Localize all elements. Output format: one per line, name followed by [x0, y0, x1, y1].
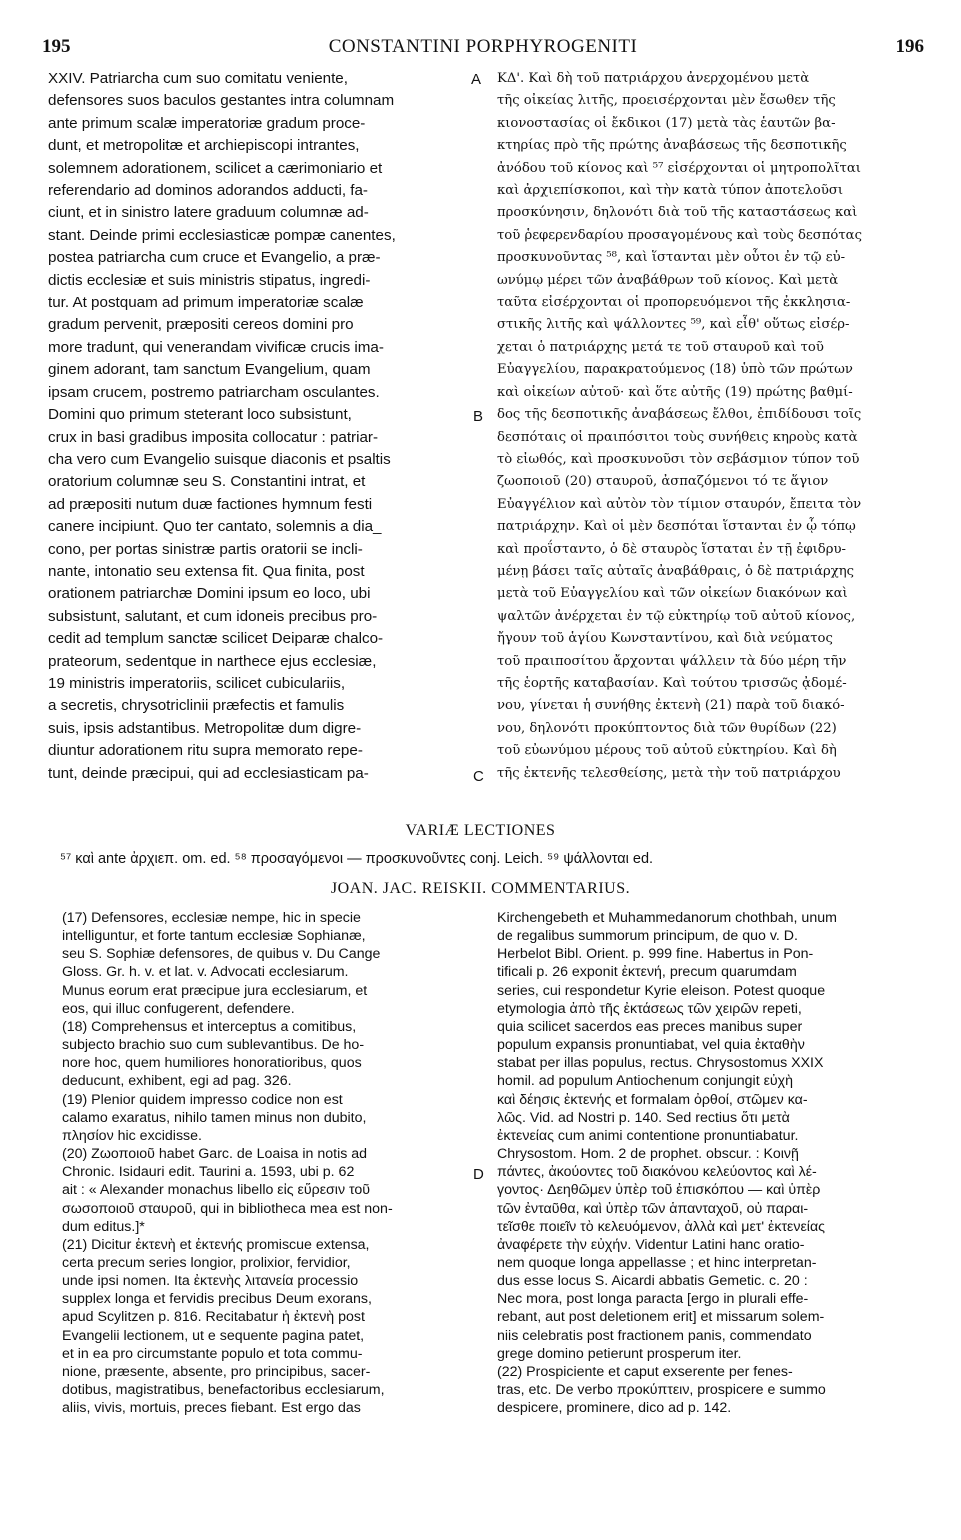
commentary-line: stabat per illas populus, rectus. Chrysostomus XXIX [497, 1055, 824, 1072]
margin-marker-b: B [473, 408, 484, 425]
greek-text-line: μένῃ βάσει ταῖς αὐταῖς ἀναβάθραις, ὁ δὲ πατριάρχης [497, 563, 855, 579]
commentary-line: πάντες, ἀκούοντες τοῦ διακόνου κελεύοντος καὶ λέ- [497, 1164, 817, 1181]
latin-text-line: prateorum, sedentque in narthece ejus ecclesiæ, [48, 652, 377, 670]
latin-text-line: subsistunt, salutant, et cum idoneis precibus pro- [48, 607, 378, 625]
greek-text-line: κιονοστασίας οἱ ἔκδικοι (17) μετὰ τὰς ἑαυτῶν βα- [497, 115, 836, 131]
latin-text-line: gradum pervenit, præpositi cereos domini pro [48, 316, 354, 334]
commentary-line: tras, etc. De verbo προκύπτειν, prospicere e summo [497, 1382, 826, 1399]
latin-text-line: defensores suos baculos gestantes intra columnam [48, 92, 395, 110]
commentary-title: JOAN. JAC. REISKII. COMMENTARIUS. [330, 880, 631, 897]
commentary-line: dotibus, magistratibus, benefactoribus ecclesiarum, [62, 1382, 385, 1399]
page-number-right: 196 [895, 36, 924, 57]
commentary-line: intelliguntur, et forte tantum ecclesiæ Sophianæ, [62, 928, 366, 945]
greek-text-line: ζωοποιοῦ (20) σταυροῦ, ἀσπαζόμενοι τό τε ἅγιον [497, 474, 829, 490]
greek-text-line: χεται ὁ πατριάρχης μετά τε τοῦ σταυροῦ καὶ τοῦ [497, 339, 824, 355]
latin-text-line: cono, per portas sinistræ partis oratorii se incli- [48, 540, 363, 558]
greek-text-line: καὶ ἀρχιεπίσκοποι, καὶ τὴν κατὰ τύπον ἀποτελοῦσι [497, 183, 844, 199]
commentary-line: πλησίον hic excidisse. [62, 1127, 202, 1144]
commentary-line: Kirchengebeth et Muhammedanorum chothbah, unum [497, 910, 837, 926]
commentary-line: Evangelii lectionem, ut e sequente pagina patet, [62, 1327, 365, 1344]
greek-text-line: ἤγουν τοῦ ἁγίου Κωνσταντίνου, καὶ διὰ νεύματος [497, 631, 833, 647]
greek-text-line: προσκυνοῦντας ⁵⁸, καὶ ἵστανται μὲν οὗτοι ἐν τῷ εὐ- [497, 250, 846, 266]
latin-text-line: XXIV. Patriarcha cum suo comitatu veniente, [48, 70, 348, 87]
greek-text-line: τοῦ πραιποσίτου ἄρχονται ψάλλειν τὰ δύο μέρη τῆν [497, 653, 847, 669]
latin-text-line: dunt, et metropolitæ et archiepiscopi intrantes, [48, 137, 360, 155]
commentary-line: λῶς. Vid. ad Nostri p. 140. Sed rectius ὅτι μετὰ [497, 1109, 790, 1126]
commentary-line: τῶν ἐνταῦθα, καὶ ὑπὲρ τῶν ἁπανταχοῦ, οὐ παραι- [497, 1200, 809, 1217]
greek-text-line: καὶ προΐσταντο, ὁ δὲ σταυρὸς ἵσταται ἐν τῇ ἐφιδρυ- [497, 541, 846, 557]
commentary-line: γοντος· Δεηθῶμεν ὑπὲρ τοῦ ἐπισκόπου — καὶ ὑπὲρ [497, 1182, 821, 1199]
latin-text-line: ciunt, et in sinistro latere graduum columnæ ad- [48, 204, 369, 222]
latin-text-column [48, 68, 466, 785]
greek-text-line: στικῆς λιτῆς καὶ ψάλλοντες ⁵⁹, καὶ εἶθ' οὕτως εἰσέρ- [497, 317, 850, 333]
commentary-line: Gloss. Gr. h. v. et lat. v. Advocati ecclesiarum. [62, 964, 349, 981]
commentary-line: et in ea pro circumstante populo et tota commu- [62, 1345, 363, 1362]
commentary-line: τεῖσθε ποιεῖν τὸ κελευόμενον, ἀλλὰ καὶ μετ' ἐκτενείας [497, 1218, 825, 1235]
commentary-line: subjecto brachio suo cum sublevantibus. De ho- [62, 1037, 365, 1054]
commentary-line: (22) Prospiciente et caput exserente per fenes- [497, 1363, 793, 1380]
commentary-line: (19) Plenior quidem impresso codice non est [62, 1091, 343, 1108]
commentary-line: grege domino petierunt prosperum iter. [497, 1345, 742, 1362]
greek-text-line: Εὐαγγέλιον καὶ αὐτὸν τὸν τίμιον σταυρόν, ἔπειτα τὸν [497, 496, 862, 512]
latin-text-line: orationem patriarchæ Domini ipsum eo loco, ubi [48, 585, 371, 603]
commentary-line: seu S. Sophiæ defensores, de quibus v. Du Cange [62, 946, 381, 963]
commentary-line: ἐκτενείας cum animi contentione pronuntiabatur. [497, 1127, 799, 1144]
commentary-line: rebant, aut post deletionem erit] et missarum solem- [497, 1309, 825, 1326]
commentary-line: Herbelot Bibl. Orient. p. 999 fine. Habertus in Pon- [497, 946, 814, 963]
greek-text-line: νου, δηλονότι προκύπτοντος διὰ τῶν θυρίδων (22) [497, 720, 837, 736]
commentary-line: (20) Ζωοποιοῦ habet Garc. de Loaisa in notis ad [62, 1146, 368, 1163]
commentary-line: series, cui respondetur Kyrie eleison. Potest quoque [497, 982, 826, 999]
latin-text-line: 19 ministris imperatoriis, scilicet cubiculariis, [48, 674, 346, 692]
greek-text-line: νου, γίνεται ἡ συνήθης ἐκτενὴ (21) παρὰ τοῦ διακό- [497, 698, 845, 714]
margin-marker-a: A [471, 71, 482, 88]
running-title: CONSTANTINI PORPHYROGENITI [328, 36, 638, 57]
latin-text-line: crux in basi gradibus imposita collocatur : patriar- [48, 428, 379, 446]
margin-marker-d: D [473, 1166, 484, 1183]
commentary-line: Chrysostom. Hom. 2 de prophet. obscur. : Κοινῇ [497, 1146, 799, 1163]
latin-text-line: ipsam crucem, postremo patriarcham osculantes. [48, 383, 380, 401]
commentary-line: nem quoque longa appellasse ; et hinc interpretan- [497, 1254, 817, 1271]
commentary-line: tificali p. 26 exponit ἐκτενή, precum quarumdam [497, 964, 797, 981]
greek-text-line: δος τῆς δεσποτικῆς ἀναβάσεως ἔλθοι, ἐπιδίδουσι τοῖς [497, 407, 862, 423]
commentary-line: καὶ δέησις ἐκτενής et formalam ὀρθοί, στῶμεν κα- [497, 1091, 808, 1108]
commentary-line: (18) Comprehensus et interceptus a comitibus, [62, 1018, 357, 1035]
latin-text-line: more tradunt, qui venerandam vivificæ crucis ima- [48, 338, 384, 356]
latin-text-line: suis, ipsis adstantibus. Metropolitæ dum digre- [48, 719, 362, 737]
commentary-line: (17) Defensores, ecclesiæ nempe, hic in specie [62, 910, 361, 926]
commentary-line: nore hoc, quem humiliores honoratioribus, quos [62, 1055, 362, 1072]
latin-text-line: diuntur adorationem ritu supra memorato repe- [48, 742, 363, 760]
greek-text-line: δεσπόταις οἱ πραιπόσιτοι τοὺς συνήθεις κηροὺς κατὰ [497, 429, 858, 445]
commentary-line: etymologia ἀπὸ τῆς ἐκτάσεως τῶν χειρῶν repeti, [497, 1000, 802, 1017]
commentary-line: certa precum series longior, prolixior, fervidior, [62, 1254, 351, 1271]
latin-text-line: ante primum scalæ imperatoriæ gradum proce- [48, 114, 366, 132]
commentary-line: Munus eorum erat præcipue jura ecclesiarum, et [62, 982, 368, 999]
commentary-line: dus esse locus S. Aicardi abbatis Gemetic. c. 20 : [497, 1273, 808, 1290]
margin-marker-c: C [473, 768, 484, 785]
commentary-line: aliis, vivis, mortuis, preces fiebant. Est ergo das [62, 1400, 361, 1417]
greek-text-line: ἀνόδου τοῦ κίονος καὶ ⁵⁷ εἰσέρχονται οἱ μητροπολῖται [497, 160, 861, 176]
latin-text-line: postea patriarcha cum cruce et Evangelio, a præ- [48, 249, 381, 267]
running-header [42, 36, 924, 66]
commentary-line: σωσοποιοῦ σταυροῦ, qui in bibliotheca mea est non- [62, 1200, 393, 1217]
greek-text-line: ΚΔ'. Καὶ δὴ τοῦ πατριάρχου ἀνερχομένου μετὰ [497, 71, 810, 86]
latin-text-line: tunt, deinde præcipui, qui ad ecclesiasticam pa- [48, 764, 369, 782]
greek-text-line: μετὰ τοῦ Εὐαγγελίου καὶ τῶν οἰκείων διακόνων καὶ [497, 586, 848, 602]
commentary-line: de regalibus summorum principum, de quo v. D. [497, 928, 798, 945]
greek-text-line: τῆς ἑορτῆς καταβασίαν. Καὶ τούτου τρισσῶς ᾀδομέ- [497, 675, 847, 691]
greek-text-line: τῆς ἐκτενῆς τελεσθείσης, μετὰ τὴν τοῦ πατριάρχου [497, 765, 841, 781]
greek-text-column [497, 68, 927, 785]
greek-text-line: τῆς οἰκείας λιτῆς, προεισέρχονται μὲν ἔσωθεν τῆς [497, 93, 836, 109]
commentary-line: Nec mora, post longa paracta [ergo in plurali effe- [497, 1291, 809, 1308]
commentary-line: (21) Dicitur ἐκτενὴ et ἐκτενής promiscue extensa, [62, 1236, 370, 1253]
commentary-line: dum editus.]* [62, 1218, 145, 1235]
commentary-line: niis celebratis post fractionem panis, commendato [497, 1327, 812, 1344]
commentary-line: populum expansis pronuntiabat, vel quia ἐκταθὴν [497, 1037, 805, 1054]
commentary-line: nione, præsente, absente, pro principibus, sacer- [62, 1363, 371, 1380]
commentary-left-column [62, 909, 482, 1417]
commentary-line: deducunt, exhibent, egi ad pag. 326. [62, 1073, 292, 1090]
greek-text-line: τοῦ εὐωνύμου μέρους τοῦ αὐτοῦ εὐκτηρίου. Καὶ δὴ [497, 743, 837, 759]
commentary-line: ait : « Alexander monachus libello εἰς εὕρεσιν τοῦ [62, 1182, 371, 1199]
commentary-line: despicere, prominere, dico ad p. 142. [497, 1400, 732, 1417]
greek-text-line: καὶ οἰκείων αὐτοῦ· καὶ ὅτε αὐτῆς (19) πρώτης βαθμί- [497, 384, 853, 400]
greek-text-line: τὸ εἰωθός, καὶ προσκυνοῦσι τὸν σεβάσμιον τύπον τοῦ [497, 451, 860, 467]
variae-lectiones-text: ⁵⁷ καὶ ante ἀρχιεπ. om. ed. ⁵⁸ προσαγόμενοι — προσκυνοῦντες conj. Leich. ⁵⁹ ψάλλονται ed. [60, 851, 654, 867]
latin-text-line: solemnem adorationem, scilicet a cærimoniario et [48, 159, 383, 177]
commentary-line: unde ipsi nomen. Ita ἐκτενὴς λιτανεία processio [62, 1273, 359, 1290]
commentary-line: apud Scylitzen p. 816. Recitabatur ἡ ἐκτενὴ post [62, 1309, 365, 1326]
greek-text-line: τοῦ ῥεφερενδαρίου προσαγομένους καὶ τοὺς δεσπότας [497, 227, 862, 243]
greek-text-line: προσκύνησιν, δηλονότι διὰ τοῦ τῆς καταστάσεως καὶ [497, 205, 858, 221]
commentary-line: quia scilicet sacerdos eas preces manibus super [497, 1018, 803, 1035]
greek-text-line: ταῦτα εἰσέρχονται οἱ προπορευόμενοι τῆς ἐκκλησια- [497, 295, 851, 311]
commentary-line: Chronic. Isidauri edit. Taurini a. 1593, ubi p. 62 [62, 1164, 355, 1181]
latin-text-line: cha vero cum Evangelio suisque diaconis et psaltis [48, 450, 391, 468]
latin-text-line: ginem adorant, tam sanctum Evangelium, quam [48, 361, 371, 379]
latin-text-line: cedit ad templum sanctæ scilicet Deiparæ chalco- [48, 630, 384, 648]
page-number-left: 195 [42, 36, 71, 57]
greek-text-line: Εὐαγγελίου, παρακρατούμενος (18) ὑπὸ τῶν πρώτων [497, 362, 853, 378]
latin-text-line: referendario ad dominos adorandos adducti, fa- [48, 182, 368, 200]
latin-text-line: tur. At postquam ad primum imperatoriæ scalæ [48, 294, 364, 312]
latin-text-line: stant. Deinde primi ecclesiasticæ pompæ canentes, [48, 226, 396, 244]
greek-text-line: ωνύμῳ μέρει τῶν ἀναβάθρων τοῦ κίονος. Καὶ μετὰ [497, 272, 839, 288]
commentary-line: ἀναφέρετε τὴν εὐχήν. Videntur Latini hanc oratio- [497, 1236, 805, 1253]
greek-text-line: πατριάρχην. Καὶ οἱ μὲν δεσπόται ἵστανται ἐν ᾧ τόπῳ [497, 519, 856, 535]
latin-text-line: nante, intonatio seu extensa fit. Qua finita, post [48, 562, 365, 580]
variae-lectiones-title: VARIÆ LECTIONES [405, 822, 556, 839]
latin-text-line: canere incipiunt. Quo ter cantato, solemnis a dia_ [48, 518, 382, 536]
latin-text-line: oratorium columnæ seu S. Constantini intrat, et [48, 473, 366, 491]
latin-text-line: dictis ecclesiæ et suis ministris stipatus, ingredi- [48, 271, 371, 289]
greek-text-line: κτηρίας πρὸ τῆς πρώτης ἀναβάσεως τῆς δεσποτικῆς [497, 138, 847, 154]
commentary-line: supplex longa et fervidis precibus Deum exorans, [62, 1291, 372, 1308]
commentary-line: calamo exaratus, nihilo tamen minus non dubito, [62, 1109, 367, 1126]
commentary-right-column [497, 909, 933, 1417]
greek-text-line: ψαλτῶν ἀνέρχεται ἐν τῷ εὐκτηρίῳ τοῦ αὐτοῦ κίονος, [497, 608, 856, 624]
latin-text-line: ad præpositi nutum duæ factiones hymnum festi [48, 495, 373, 513]
latin-text-line: a secretis, chrysotriclinii præfectis et famulis [48, 697, 345, 715]
commentary-line: eos, qui illuc confugerent, defendere. [62, 1000, 295, 1017]
latin-text-line: Domini quo primum steterant loco subsistunt, [48, 406, 352, 424]
commentary-line: homil. ad populum Antiochenum conjungit εὐχὴ [497, 1073, 793, 1090]
